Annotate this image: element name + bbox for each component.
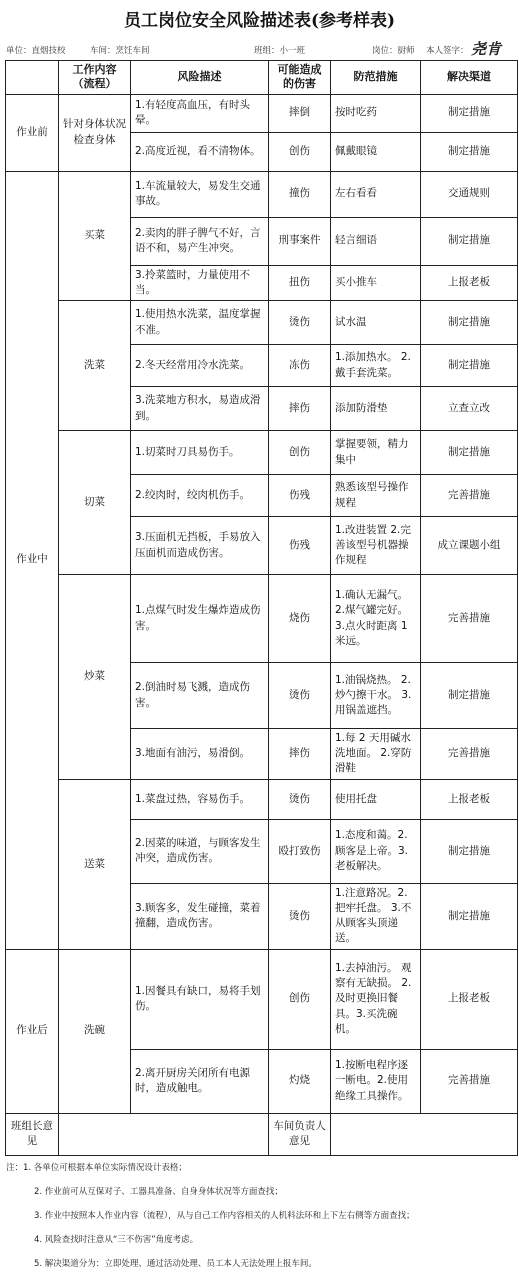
channel-cell: 制定措施 bbox=[421, 431, 518, 475]
channel-cell: 制定措施 bbox=[421, 663, 518, 729]
risk-cell: 2.倒油时易飞溅，造成伤害。 bbox=[131, 663, 269, 729]
measure-cell: 1.注意路况。2.把牢托盘。 3.不从顾客头顶递送。 bbox=[331, 883, 421, 949]
note-item: 3. 作业中按照本人作业内容（流程），从与自己工作内容相关的人机料法环和上下左右侧等方面查找； bbox=[34, 1211, 415, 1221]
risk-cell: 1.菜盘过热，容易伤手。 bbox=[131, 779, 269, 819]
measure-cell: 按时吃药 bbox=[331, 94, 421, 132]
harm-cell: 殴打致伤 bbox=[269, 819, 331, 883]
team-leader-opinion-label: 班组长意见 bbox=[6, 1113, 59, 1155]
measure-cell: 轻言细语 bbox=[331, 217, 421, 265]
harm-cell: 创伤 bbox=[269, 132, 331, 171]
harm-cell: 创伤 bbox=[269, 431, 331, 475]
channel-cell: 制定措施 bbox=[421, 301, 518, 345]
stage-before: 作业前 bbox=[6, 94, 59, 171]
harm-cell: 摔伤 bbox=[269, 729, 331, 780]
risk-cell: 1.因餐具有缺口，易将手划伤。 bbox=[131, 949, 269, 1049]
table-row bbox=[6, 779, 518, 819]
content-cut: 切菜 bbox=[59, 431, 131, 575]
risk-cell: 3.拎菜篮时，力量使用不当。 bbox=[131, 265, 269, 300]
harm-cell: 冻伤 bbox=[269, 345, 331, 387]
harm-cell: 伤残 bbox=[269, 475, 331, 517]
channel-cell: 制定措施 bbox=[421, 132, 518, 171]
measure-cell: 1.去掉油污。 观察有无缺损。 2.及时更换旧餐具。3.买洗碗机。 bbox=[331, 949, 421, 1049]
channel-cell: 制定措施 bbox=[421, 217, 518, 265]
stage-after: 作业后 bbox=[6, 949, 59, 1113]
content-wash: 洗菜 bbox=[59, 301, 131, 431]
channel-cell: 制定措施 bbox=[421, 883, 518, 949]
post-field: 岗位：厨师 bbox=[372, 46, 415, 56]
note-item: 2. 作业前可从互保对子、工器具准备、自身身体状况等方面查找； bbox=[34, 1187, 283, 1197]
content-dishes: 洗碗 bbox=[59, 949, 131, 1113]
measure-cell: 试水温 bbox=[331, 301, 421, 345]
risk-cell: 2.绞肉时，绞肉机伤手。 bbox=[131, 475, 269, 517]
workshop-lead-opinion-field[interactable] bbox=[331, 1113, 518, 1155]
channel-cell: 制定措施 bbox=[421, 819, 518, 883]
opinion-row bbox=[6, 1113, 518, 1155]
channel-cell: 完善措施 bbox=[421, 1049, 518, 1113]
channel-cell: 制定措施 bbox=[421, 345, 518, 387]
risk-table bbox=[5, 60, 518, 1156]
signature: 尧肯 bbox=[471, 40, 502, 58]
harm-cell: 烧伤 bbox=[269, 575, 331, 663]
risk-cell: 1.使用热水洗菜，温度掌握不准。 bbox=[131, 301, 269, 345]
measure-cell: 1.改进装置 2.完善该型号机器操作规程 bbox=[331, 517, 421, 575]
table-row bbox=[6, 575, 518, 663]
unit-field: 单位：直烟技校 bbox=[6, 46, 66, 56]
notes bbox=[6, 1156, 516, 1276]
page-title: 员工岗位安全风险描述表(参考样表) bbox=[123, 11, 396, 31]
harm-cell: 刑事案件 bbox=[269, 217, 331, 265]
harm-cell: 创伤 bbox=[269, 949, 331, 1049]
channel-cell: 完善措施 bbox=[421, 475, 518, 517]
risk-cell: 3.地面有油污，易滑倒。 bbox=[131, 729, 269, 780]
table-row bbox=[6, 949, 518, 1049]
harm-cell: 烫伤 bbox=[269, 301, 331, 345]
team-leader-opinion-field[interactable] bbox=[59, 1113, 269, 1155]
risk-cell: 3.压面机无挡板，手易放入压面机而造成伤害。 bbox=[131, 517, 269, 575]
measure-cell: 1.每 2 天用碱水洗地面。 2.穿防滑鞋 bbox=[331, 729, 421, 780]
table-row bbox=[6, 94, 518, 132]
risk-cell: 2.因菜的味道，与顾客发生冲突，造成伤害。 bbox=[131, 819, 269, 883]
channel-cell: 完善措施 bbox=[421, 729, 518, 780]
table-header-row bbox=[6, 61, 518, 95]
header-risk: 风险描述 bbox=[131, 61, 269, 95]
table-row bbox=[6, 431, 518, 475]
measure-cell: 添加防滑垫 bbox=[331, 387, 421, 431]
channel-cell: 完善措施 bbox=[421, 575, 518, 663]
measure-cell: 左右看看 bbox=[331, 171, 421, 217]
risk-cell: 3.洗菜地方积水，易造成滑到。 bbox=[131, 387, 269, 431]
risk-cell: 3.顾客多，发生碰撞，菜着撞翻，造成伤害。 bbox=[131, 883, 269, 949]
team-field: 班组：小一班 bbox=[254, 46, 306, 56]
header-stage bbox=[6, 61, 59, 95]
channel-cell: 制定措施 bbox=[421, 94, 518, 132]
form-meta bbox=[6, 40, 516, 60]
header-measure: 防范措施 bbox=[331, 61, 421, 95]
header-content: 工作内容（流程） bbox=[59, 61, 131, 95]
risk-cell: 2.高度近视，看不清物体。 bbox=[131, 132, 269, 171]
measure-cell: 使用托盘 bbox=[331, 779, 421, 819]
header-channel: 解决渠道 bbox=[421, 61, 518, 95]
measure-cell: 1.添加热水。 2.戴手套洗菜。 bbox=[331, 345, 421, 387]
channel-cell: 立查立改 bbox=[421, 387, 518, 431]
content-fry: 炒菜 bbox=[59, 575, 131, 780]
channel-cell: 上报老板 bbox=[421, 779, 518, 819]
harm-cell: 撞伤 bbox=[269, 171, 331, 217]
measure-cell: 熟悉该型号操作规程 bbox=[331, 475, 421, 517]
header-harm: 可能造成的伤害 bbox=[269, 61, 331, 95]
measure-cell: 1.油锅烧热。 2.炒勺擦干水。 3.用锅盖遮挡。 bbox=[331, 663, 421, 729]
measure-cell: 1.确认无漏气。 2.煤气罐完好。 3.点火时距离 1 米远。 bbox=[331, 575, 421, 663]
measure-cell: 买小推车 bbox=[331, 265, 421, 300]
content-serve: 送菜 bbox=[59, 779, 131, 949]
signature-label: 本人签字： bbox=[426, 46, 469, 56]
content-check: 针对身体状况检查身体 bbox=[59, 94, 131, 171]
measure-cell: 掌握要领，精力集中 bbox=[331, 431, 421, 475]
risk-cell: 2.卖肉的胖子脾气不好，言语不和，易产生冲突。 bbox=[131, 217, 269, 265]
harm-cell: 摔伤 bbox=[269, 387, 331, 431]
table-row bbox=[6, 171, 518, 217]
note-item: 注：1. 各单位可根据本单位实际情况设计表格； bbox=[6, 1163, 187, 1173]
workshop-lead-opinion-label: 车间负责人意见 bbox=[269, 1113, 331, 1155]
channel-cell: 上报老板 bbox=[421, 949, 518, 1049]
note-item: 5. 解决渠道分为：立即处理、通过活动处理、员工本人无法处理上报车间。 bbox=[34, 1259, 317, 1269]
harm-cell: 摔倒 bbox=[269, 94, 331, 132]
channel-cell: 交通规则 bbox=[421, 171, 518, 217]
harm-cell: 灼烧 bbox=[269, 1049, 331, 1113]
channel-cell: 上报老板 bbox=[421, 265, 518, 300]
risk-cell: 1.切菜时刀具易伤手。 bbox=[131, 431, 269, 475]
risk-cell: 1.车流量较大，易发生交通事故。 bbox=[131, 171, 269, 217]
measure-cell: 1.按断电程序逐一断电。2.使用绝缘工具操作。 bbox=[331, 1049, 421, 1113]
harm-cell: 烫伤 bbox=[269, 779, 331, 819]
harm-cell: 伤残 bbox=[269, 517, 331, 575]
content-buy: 买菜 bbox=[59, 171, 131, 300]
stage-during: 作业中 bbox=[6, 171, 59, 949]
harm-cell: 烫伤 bbox=[269, 883, 331, 949]
table-row bbox=[6, 301, 518, 345]
measure-cell: 佩戴眼镜 bbox=[331, 132, 421, 171]
measure-cell: 1.态度和蔼。2.顾客是上帝。3.老板解决。 bbox=[331, 819, 421, 883]
harm-cell: 扭伤 bbox=[269, 265, 331, 300]
risk-cell: 2.冬天经常用冷水洗菜。 bbox=[131, 345, 269, 387]
workshop-field: 车间：烹饪车间 bbox=[90, 46, 150, 56]
risk-cell: 2.离开厨房关闭所有电源时，造成触电。 bbox=[131, 1049, 269, 1113]
risk-cell: 1.有轻度高血压，有时头晕。 bbox=[131, 94, 269, 132]
channel-cell: 成立课题小组 bbox=[421, 517, 518, 575]
note-item: 4. 风险查找时注意从“三不伤害”角度考虑。 bbox=[34, 1235, 199, 1245]
risk-cell: 1.点煤气时发生爆炸造成伤害。 bbox=[131, 575, 269, 663]
harm-cell: 烫伤 bbox=[269, 663, 331, 729]
